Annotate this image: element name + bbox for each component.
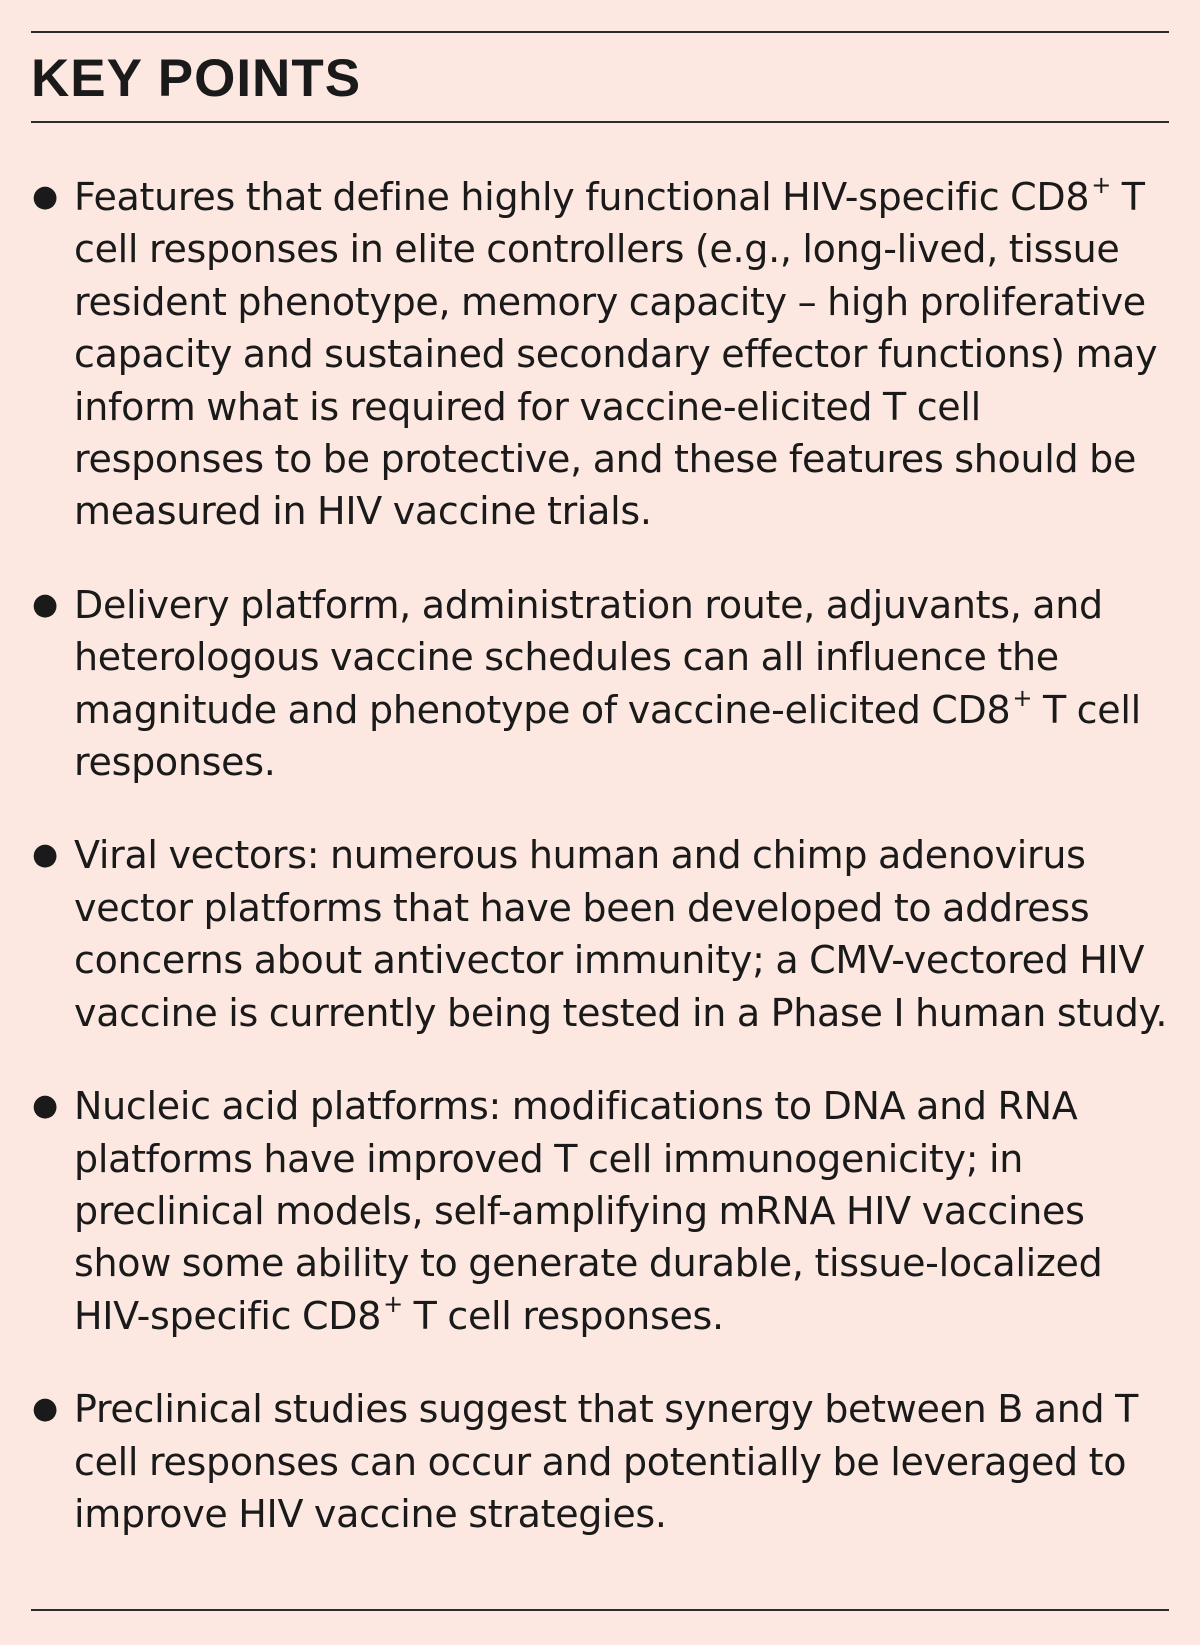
key-points-heading: KEY POINTS	[31, 49, 362, 108]
point-text: Nucleic acid platforms: modifications to DNA and RNA platforms have improved T cell immunogenicity; in preclinical models, self-amplifying mRNA HIV vaccines show some ability to generate durable, tissue-localized HIV-specific CD8	[74, 1084, 1103, 1338]
superscript: +	[1091, 171, 1112, 199]
bottom-rule	[31, 1609, 1169, 1611]
key-point-item	[31, 1080, 1171, 1342]
point-text-continued: T cell responses.	[402, 1293, 724, 1338]
point-text: Delivery platform, administration route, adjuvants, and heterologous vaccine schedules can all influence the magnitude and phenotype of vaccine-elicited CD8	[74, 582, 1103, 732]
key-point-item	[31, 829, 1171, 1039]
point-text: Preclinical studies suggest that synergy between B and T cell responses can occur and potentially be leveraged to improve HIV vaccine strategies.	[74, 1387, 1139, 1536]
top-rule	[31, 31, 1169, 33]
bullet-icon: ●	[32, 179, 58, 214]
point-text-continued: T cell responses in elite controllers (e.g., long-lived, tissue resident phenotype, memory capacity – high proliferative capacity and sustained secondary effector functions) may inform what is required for vaccine-elicited T cell responses to be protective, and these features should be measured in HIV vaccine trials.	[74, 175, 1158, 534]
bullet-icon: ●	[32, 1088, 58, 1124]
key-point-item	[31, 1383, 1171, 1540]
point-text: Features that define highly functional HIV-specific CD8	[74, 175, 1090, 219]
point-text-continued: T cell responses.	[74, 687, 1141, 785]
bullet-icon: ●	[32, 837, 58, 873]
key-point-item	[31, 579, 1171, 789]
heading-rule	[31, 121, 1169, 123]
point-text: Viral vectors: numerous human and chimp adenovirus vector platforms that have been developed to address concerns about antivector immunity; a CMV-vectored HIV vaccine is currently being tested in a Phase I human study.	[74, 833, 1168, 1035]
bullet-icon: ●	[32, 586, 58, 622]
superscript: +	[1012, 683, 1033, 712]
key-point-item	[31, 171, 1171, 538]
superscript: +	[383, 1289, 403, 1318]
bullet-icon: ●	[32, 1391, 58, 1427]
key-points-list	[31, 171, 1171, 1581]
